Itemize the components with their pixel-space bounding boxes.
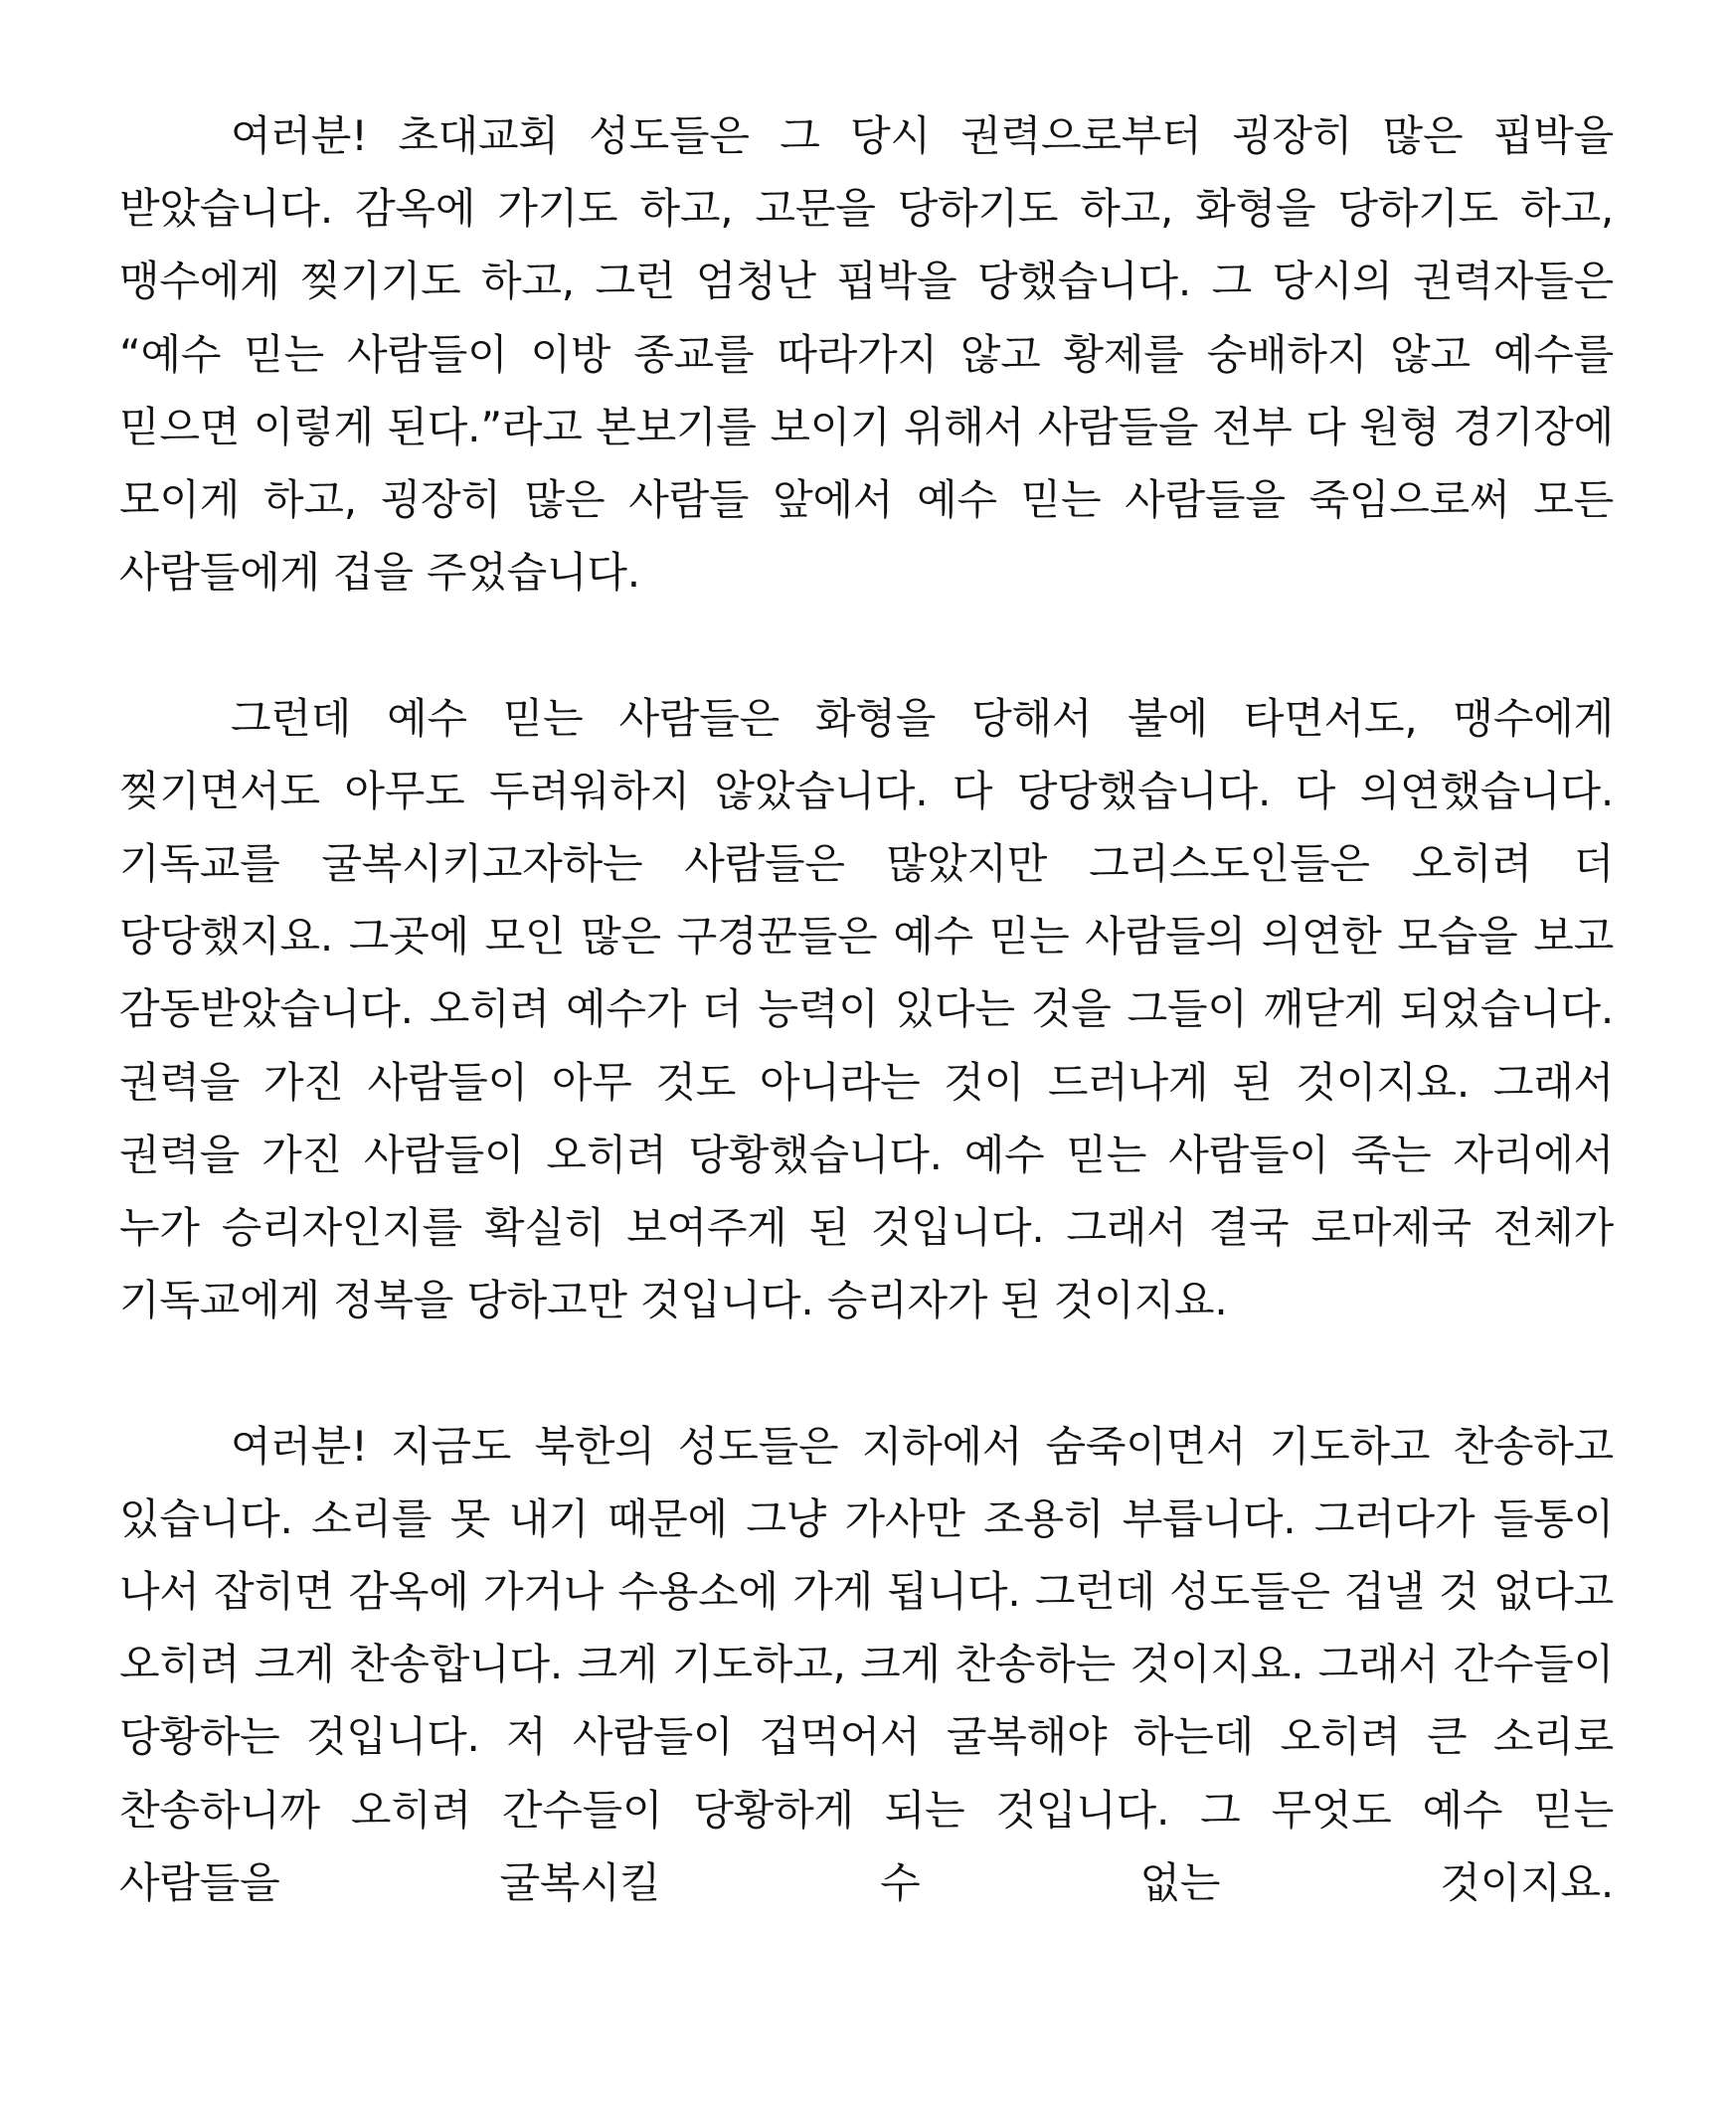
document-body <box>119 99 1614 1919</box>
paragraph-early-church-persecution: 여러분! 초대교회 성도들은 그 당시 권력으로부터 굉장히 많은 핍박을 받았습니다. 감옥에 가기도 하고, 고문을 당하기도 하고, 화형을 당하기도 하고, 맹수에게 찢기기도 하고, 그런 엄청난 핍박을 당했습니다. 그 당시의 권력자들은 “예수 믿는 사람들이 이방 종교를 따라가지 않고 황제를 숭배하지 않고 예수를 믿으면 이렇게 된다.”라고 본보기를 보이기 위해서 사람들을 전부 다 원형 경기장에 모이게 하고, 굉장히 많은 사람들 앞에서 예수 믿는 사람들을 죽임으로써 모든 사람들에게 겁을 주었습니다. <box>119 111 1614 598</box>
paragraph-north-korea-believers: 여러분! 지금도 북한의 성도들은 지하에서 숨죽이면서 기도하고 찬송하고 있습니다. 소리를 못 내기 때문에 그냥 가사만 조용히 부릅니다. 그러다가 들통이 나서 잡히면 감옥에 가거나 수용소에 가게 됩니다. 그런데 성도들은 겁낼 것 없다고 오히려 크게 찬송합니다. 크게 기도하고, 크게 찬송하는 것이지요. 그래서 간수들이 당황하는 것입니다. 저 사람들이 겁먹어서 굴복해야 하는데 오히려 큰 소리로 찬송하니까 오히려 간수들이 당황하게 되는 것입니다. 그 무엇도 예수 믿는 사람들을 굴복시킬 수 없는 것이지요. <box>119 1421 1614 1907</box>
paragraph-christians-victorious: 그런데 예수 믿는 사람들은 화형을 당해서 불에 타면서도, 맹수에게 찢기면서도 아무도 두려워하지 않았습니다. 다 당당했습니다. 다 의연했습니다. 기독교를 굴복시키고자하는 사람들은 많았지만 그리스도인들은 오히려 더 당당했지요. 그곳에 모인 많은 구경꾼들은 예수 믿는 사람들의 의연한 모습을 보고 감동받았습니다. 오히려 예수가 더 능력이 있다는 것을 그들이 깨닫게 되었습니다. 권력을 가진 사람들이 아무 것도 아니라는 것이 드러나게 된 것이지요. 그래서 권력을 가진 사람들이 오히려 당황했습니다. 예수 믿는 사람들이 죽는 자리에서 누가 승리자인지를 확실히 보여주게 된 것입니다. 그래서 결국 로마제국 전체가 기독교에게 정복을 당하고만 것입니다. 승리자가 된 것이지요. <box>119 693 1614 1325</box>
